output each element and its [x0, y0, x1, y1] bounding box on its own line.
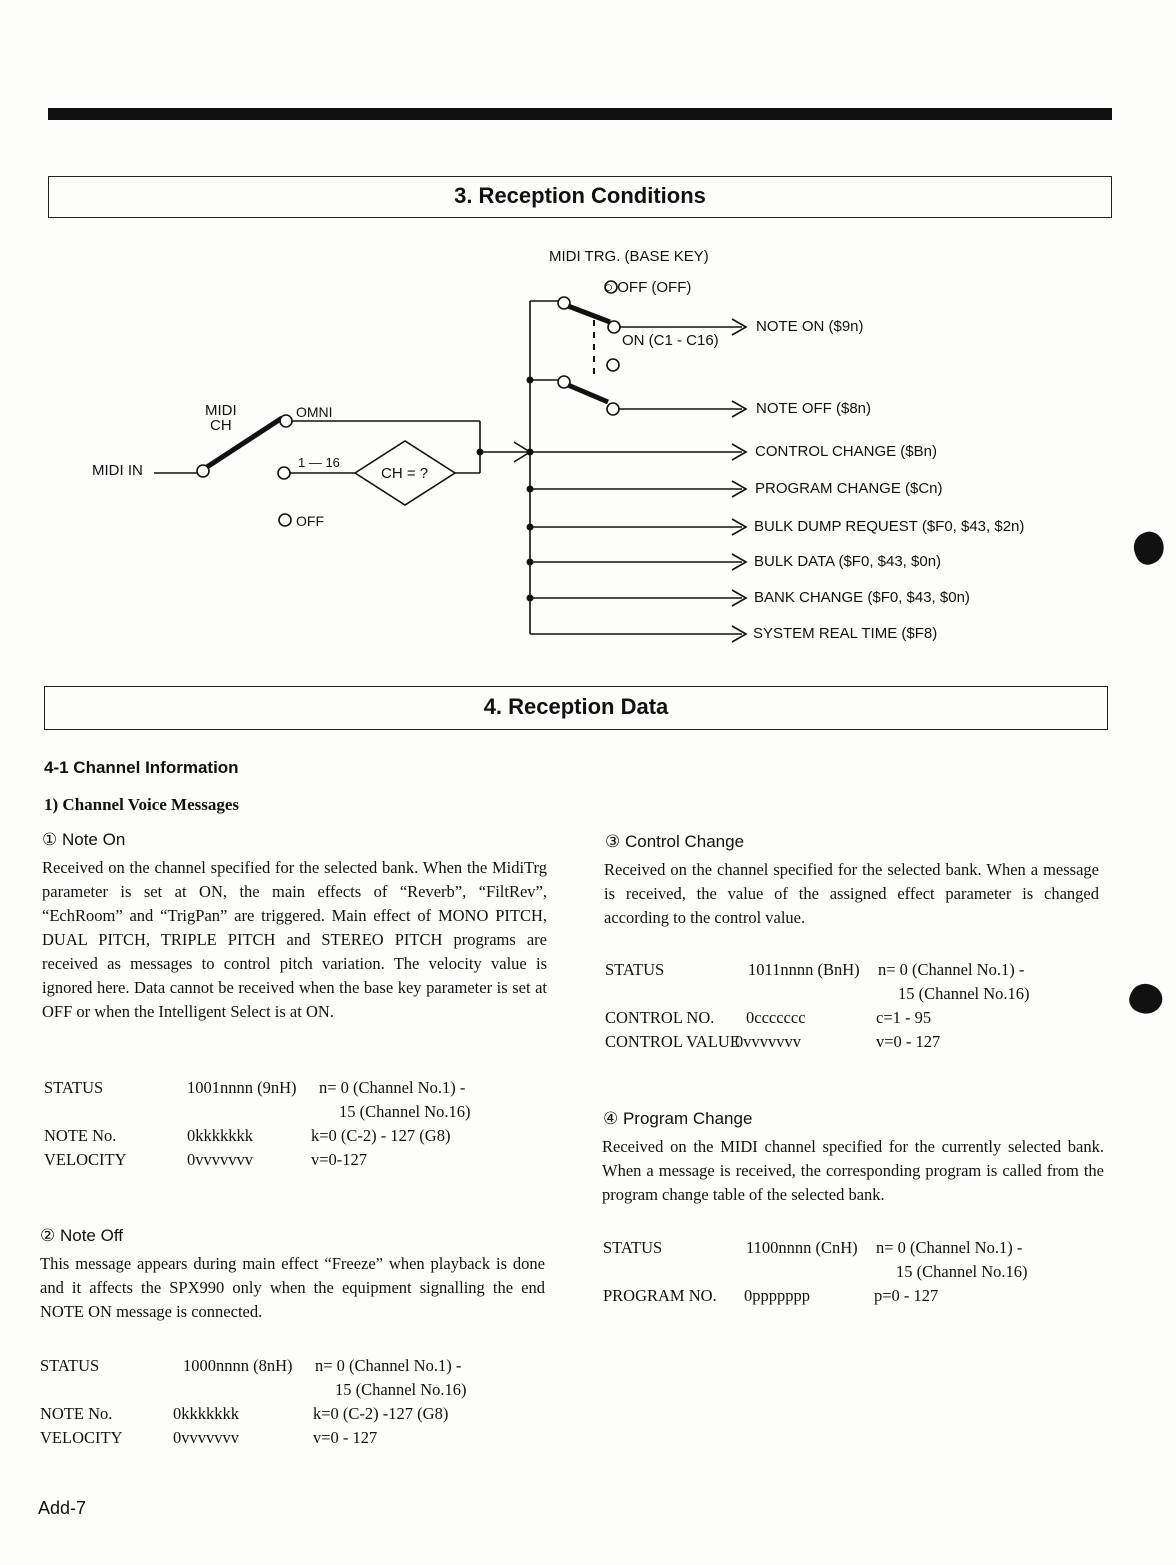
top-rule	[48, 108, 1112, 120]
noteon-on-contact	[608, 321, 620, 333]
cell-range: k=0 (C-2) -127 (G8)	[313, 1404, 449, 1423]
noteoff-switch-arm	[568, 385, 608, 402]
note-off-table	[40, 1354, 467, 1450]
junction-dot	[527, 377, 534, 384]
cell-range: 15 (Channel No.16)	[339, 1102, 471, 1121]
cell-range: 15 (Channel No.16)	[335, 1380, 467, 1399]
note-on-table	[44, 1076, 471, 1172]
cell-name: PROGRAM NO.	[603, 1286, 717, 1305]
cell-range: n= 0 (Channel No.1) -	[876, 1238, 1023, 1257]
cell-name: STATUS	[603, 1238, 663, 1257]
page-number: Add-7	[38, 1498, 87, 1518]
table-row	[603, 1236, 1028, 1260]
cell-bits: 0vvvvvvv	[173, 1428, 239, 1447]
cell-range: v=0-127	[311, 1150, 368, 1169]
out-control-change: CONTROL CHANGE ($Bn)	[755, 443, 937, 460]
table-row	[44, 1100, 471, 1124]
junction-dot	[527, 595, 534, 602]
note-off-title: ② Note Off	[40, 1226, 123, 1245]
program-change-body: Received on the MIDI channel specified for the currently selected bank. When a message is received, the corresponding program is called from the program change table of the selected bank.	[602, 1137, 1104, 1204]
cell-range: k=0 (C-2) - 127 (G8)	[311, 1126, 451, 1145]
on-c1-c16-label: ON (C1 - C16)	[622, 332, 719, 349]
cell-range: 15 (Channel No.16)	[896, 1262, 1028, 1281]
off-off-text: OFF (OFF)	[617, 279, 692, 296]
table-row	[40, 1378, 467, 1402]
midi-in-label: MIDI IN	[92, 462, 143, 479]
table-row	[44, 1148, 471, 1172]
cell-range: n= 0 (Channel No.1) -	[878, 960, 1025, 979]
cell-name: STATUS	[605, 960, 665, 979]
cell-bits: 0kkkkkkk	[173, 1404, 239, 1423]
range-1-16-label: 1 — 16	[298, 455, 340, 470]
table-row	[605, 1030, 1030, 1054]
cell-range: n= 0 (Channel No.1) -	[319, 1078, 466, 1097]
midi-ch-line2: CH	[210, 417, 232, 434]
out-bank-change: BANK CHANGE ($F0, $43, $0n)	[754, 589, 970, 606]
cell-name: VELOCITY	[40, 1428, 123, 1447]
cell-name: VELOCITY	[44, 1150, 127, 1169]
table-row	[605, 1006, 1030, 1030]
noteoff-on-contact	[607, 403, 619, 415]
midi-trg-label: MIDI TRG. (BASE KEY)	[549, 248, 709, 265]
out-program-change: PROGRAM CHANGE ($Cn)	[755, 480, 943, 497]
junction-dot	[527, 449, 534, 456]
control-change-title: ③ Control Change	[605, 832, 745, 851]
cell-bits: 0ccccccc	[746, 1008, 806, 1027]
cell-bits: 0kkkkkkk	[187, 1126, 253, 1145]
mid-off-contact	[607, 359, 619, 371]
cell-bits: 0ppppppp	[744, 1286, 810, 1305]
cell-range: n= 0 (Channel No.1) -	[315, 1356, 462, 1375]
cell-name: CONTROL NO.	[605, 1008, 715, 1027]
junction-dot	[527, 559, 534, 566]
off-contact	[279, 514, 291, 526]
section-4-box	[44, 686, 1108, 730]
control-change-body: Received on the channel specified for the selected bank. When a message is received, the value of the assigned effect parameter is changed according to the control value.	[604, 860, 1099, 927]
omni-contact	[280, 415, 292, 427]
control-change-table	[605, 958, 1030, 1054]
section-4-title: 4. Reception Data	[483, 694, 669, 719]
section-3-box	[48, 176, 1112, 218]
off-off-contact-icon: ○	[604, 279, 614, 296]
cell-bits: 1011nnnn (BnH)	[748, 960, 860, 979]
table-row	[44, 1124, 471, 1148]
table-row	[603, 1284, 1028, 1308]
reception-diagram	[0, 240, 1176, 660]
cell-range: 15 (Channel No.16)	[898, 984, 1030, 1003]
note-on-body: Received on the channel specified for the selected bank. When the MidiTrg parameter is set at ON, the main effects of “Reverb”, “FiltRev”, “EchRoom” and “TrigPan” are triggered. Main effect of MONO PITCH, DUAL PITCH, TRIPLE PITCH and STEREO PITCH programs are received as messages to control pitch variation. The velocity value is ignored here. Data cannot be received when the base key parameter is set at OFF or when the Intelligent Select is at ON.	[42, 858, 547, 1021]
cell-name: CONTROL VALUE	[605, 1032, 740, 1051]
off-off-label	[604, 279, 691, 296]
out-bulk-data: BULK DATA ($F0, $43, $0n)	[754, 553, 942, 570]
cell-range: v=0 - 127	[313, 1428, 378, 1447]
ch-q-label: CH = ?	[381, 465, 429, 482]
junction-dot	[527, 486, 534, 493]
cell-bits: 1001nnnn (9nH)	[187, 1078, 297, 1097]
program-change-title: ④ Program Change	[603, 1109, 753, 1128]
punch-hole-mark	[1125, 979, 1167, 1020]
subsection-heading: 4-1 Channel Information	[44, 758, 239, 777]
omni-label: OMNI	[296, 404, 333, 420]
table-row	[40, 1402, 467, 1426]
cell-bits: 1000nnnn (8nH)	[183, 1356, 293, 1375]
cell-name: STATUS	[40, 1356, 100, 1375]
cell-bits: 0vvvvvvv	[735, 1032, 801, 1051]
table-row	[40, 1354, 467, 1378]
table-row	[603, 1260, 1028, 1284]
junction-dot	[527, 524, 534, 531]
junction-dot	[477, 449, 484, 456]
cell-range: v=0 - 127	[876, 1032, 941, 1051]
section-3-title: 3. Reception Conditions	[454, 183, 706, 208]
program-change-table	[603, 1236, 1028, 1308]
out-note-on: NOTE ON ($9n)	[756, 318, 864, 335]
out-note-off: NOTE OFF ($8n)	[756, 400, 872, 417]
ch16-contact	[278, 467, 290, 479]
table-row	[40, 1426, 467, 1450]
cell-name: NOTE No.	[44, 1126, 117, 1145]
out-system-real-time: SYSTEM REAL TIME ($F8)	[753, 625, 938, 642]
cell-bits: 0vvvvvvv	[187, 1150, 253, 1169]
subsub-heading: 1) Channel Voice Messages	[44, 795, 240, 814]
cell-name: STATUS	[44, 1078, 104, 1097]
cell-range: p=0 - 127	[874, 1286, 939, 1305]
midi-ch-line1: MIDI	[205, 402, 237, 419]
note-on-title: ① Note On	[42, 830, 126, 849]
cell-range: c=1 - 95	[876, 1008, 932, 1027]
noteon-switch-arm	[568, 306, 610, 322]
note-off-body: This message appears during main effect “Freeze” when playback is done and it affects the SPX990 only when the equipment signalling the end NOTE ON message is connected.	[40, 1254, 545, 1321]
out-bulk-dump-request: BULK DUMP REQUEST ($F0, $43, $2n)	[754, 518, 1025, 535]
table-row	[605, 958, 1030, 982]
off-label: OFF	[296, 513, 324, 529]
cell-bits: 1100nnnn (CnH)	[746, 1238, 858, 1257]
cell-name: NOTE No.	[40, 1404, 113, 1423]
table-row	[44, 1076, 471, 1100]
table-row	[605, 982, 1030, 1006]
